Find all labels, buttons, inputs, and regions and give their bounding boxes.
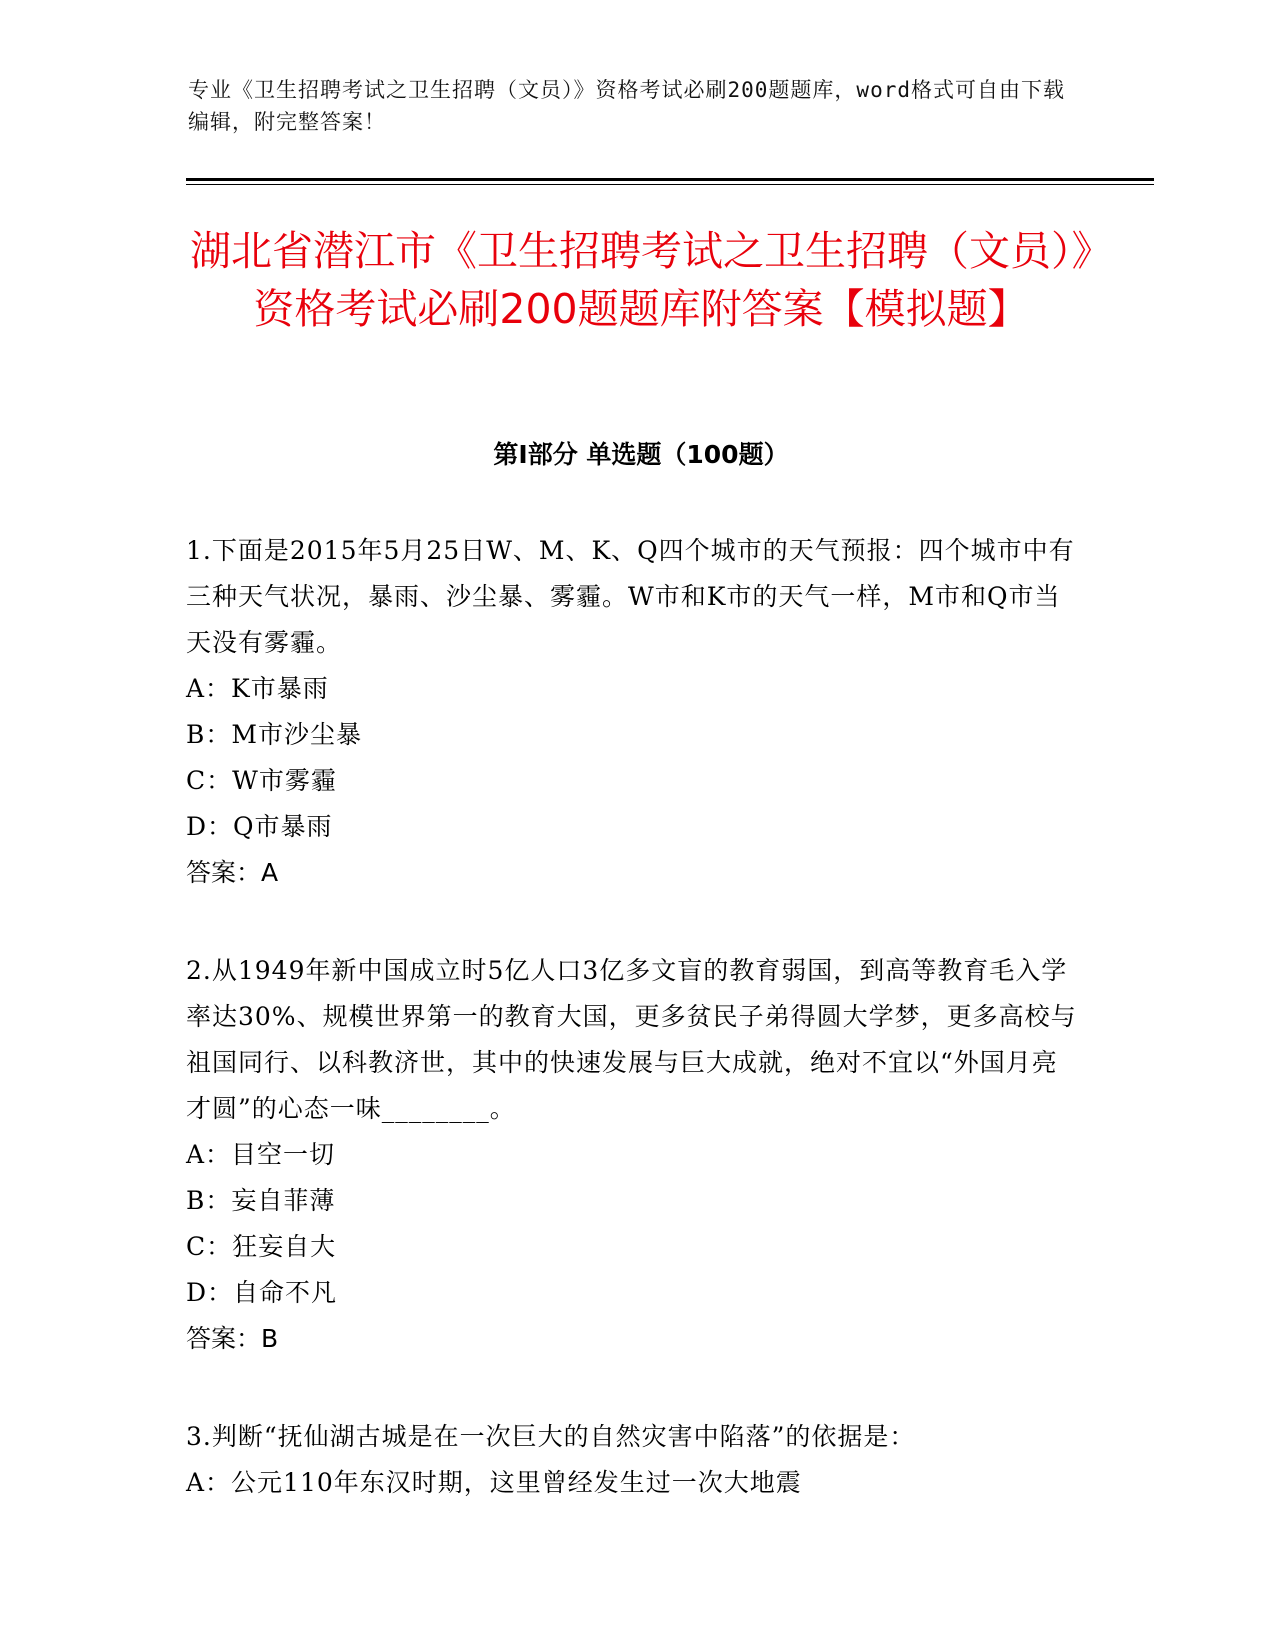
question-stem: 1.下面是2015年5月25日W、M、K、Q四个城市的天气预报：四个城市中有三种天气状况，暴雨、沙尘暴、雾霾。W市和K市的天气一样，M市和Q市当天没有雾霾。: [186, 536, 1075, 657]
header-note: 专业《卫生招聘考试之卫生招聘（文员）》资格考试必刷200题题库，word格式可自由下载编辑，附完整答案！: [188, 78, 1065, 134]
option-b: B：M市沙尘暴: [186, 720, 362, 749]
option-c: C：狂妄自大: [186, 1232, 337, 1261]
section-title: 第I部分 单选题（100题）: [493, 440, 789, 469]
question-item: [186, 528, 1081, 896]
question-item: [186, 1414, 1081, 1506]
option-a: A：目空一切: [186, 1140, 336, 1169]
option-d: D：自命不凡: [186, 1278, 338, 1307]
question-stem: 3.判断“抚仙湖古城是在一次巨大的自然灾害中陷落”的依据是：: [186, 1422, 916, 1451]
option-c: C：W市雾霾: [186, 766, 337, 795]
option-a: A：公元110年东汉时期，这里曾经发生过一次大地震: [186, 1468, 802, 1497]
option-b: B：妄自菲薄: [186, 1186, 336, 1215]
answer-line: 答案：B: [186, 1324, 279, 1353]
answer-line: 答案：A: [186, 858, 279, 887]
question-list: [186, 528, 1081, 1558]
header-divider-thick: [186, 178, 1154, 181]
document-title: 湖北省潜江市《卫生招聘考试之卫生招聘（文员）》资格考试必刷200题题库附答案【模拟题】: [190, 227, 1092, 333]
question-stem: 2.从1949年新中国成立时5亿人口3亿多文盲的教育弱国，到高等教育毛入学率达30%、规模世界第一的教育大国，更多贫民子弟得圆大学梦，更多高校与祖国同行、以科教济世，其中的快速发展与巨大成就，绝对不宜以“外国月亮才圆”的心态一味________。: [186, 956, 1077, 1123]
question-item: [186, 948, 1081, 1362]
header-divider-thin: [186, 184, 1154, 185]
option-d: D：Q市暴雨: [186, 812, 333, 841]
option-a: A：K市暴雨: [186, 674, 329, 703]
